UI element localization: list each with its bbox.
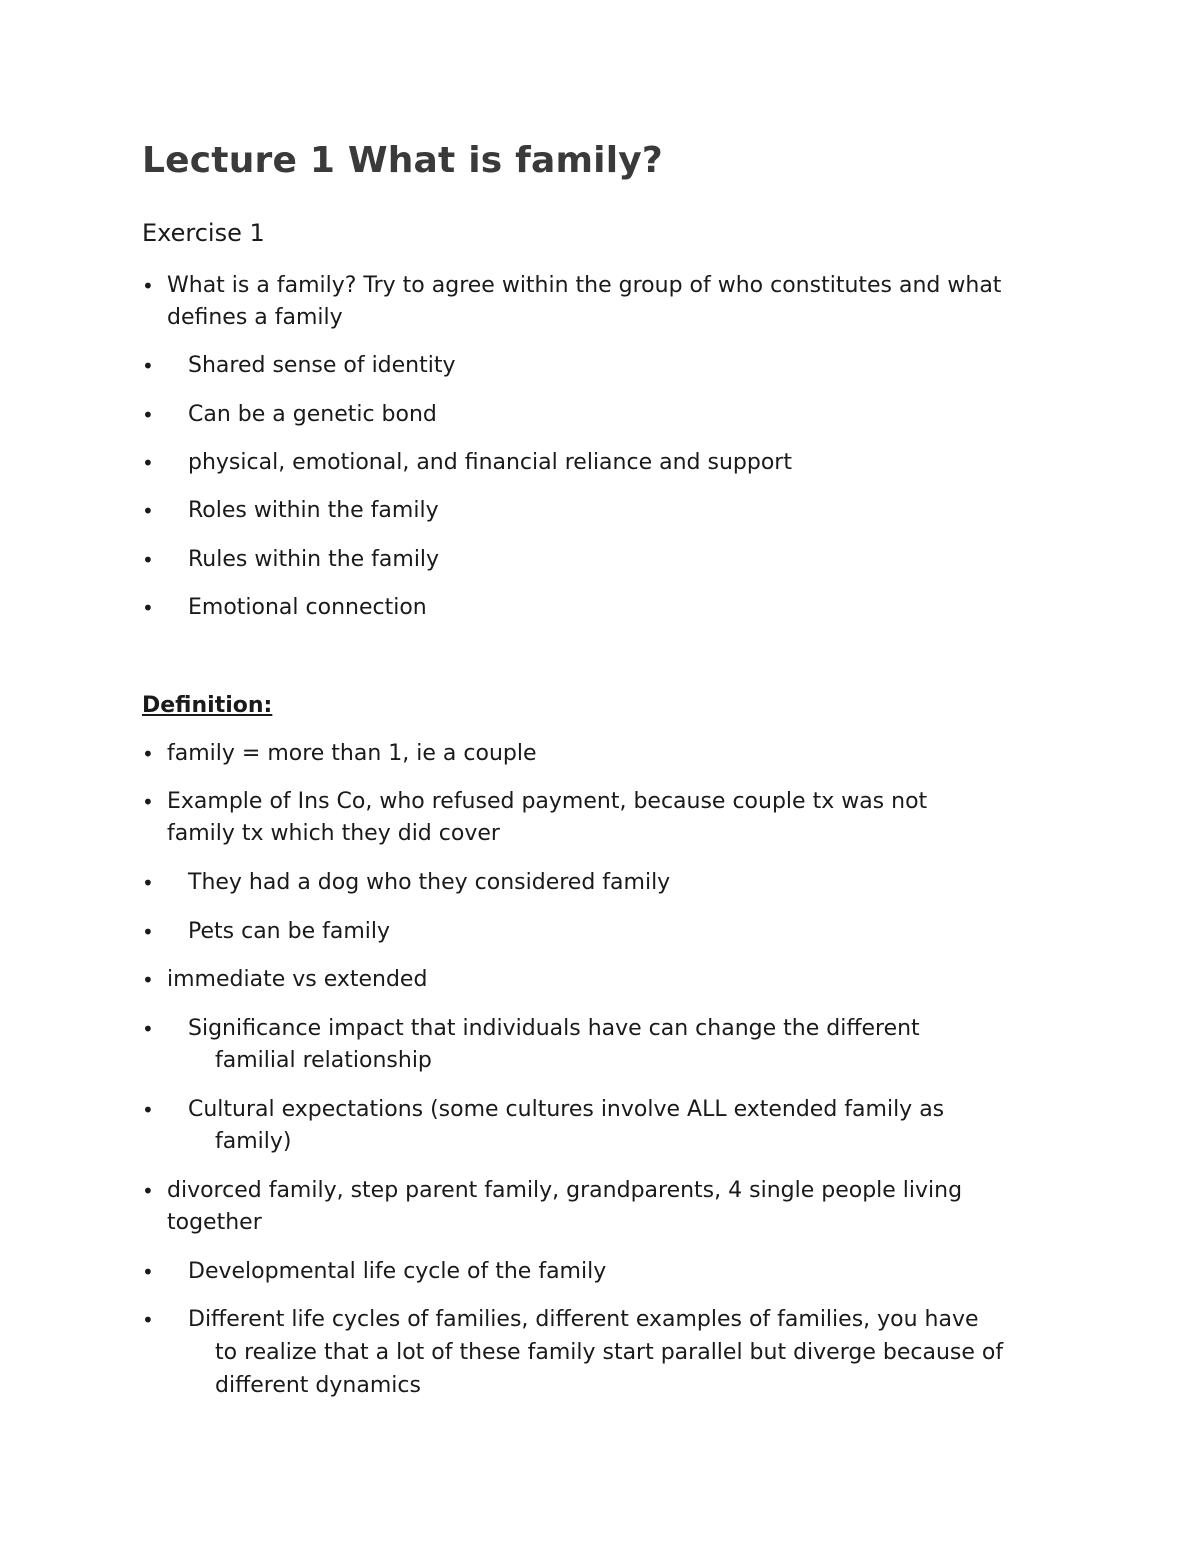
bullet-icon: • [142, 742, 154, 766]
bullet-icon: • [142, 274, 154, 298]
definition-heading: Definition: [142, 693, 273, 718]
bullet-icon: • [142, 499, 154, 523]
bullet-icon: • [142, 920, 154, 944]
list-item-text: divorced family, step parent family, grandparents, 4 single people living [167, 1178, 963, 1203]
list-item-text: Roles within the family [188, 498, 439, 523]
bullet-icon: • [142, 548, 154, 572]
bullet-icon: • [142, 596, 154, 620]
bullet-icon: • [142, 451, 154, 475]
list-item-text: family) [215, 1129, 292, 1154]
list-item-text: Different life cycles of families, different examples of families, you have [188, 1307, 979, 1332]
bullet-icon: • [142, 1179, 154, 1203]
list-item-text: to realize that a lot of these family start parallel but diverge because of [215, 1340, 1004, 1365]
page-title: Lecture 1 What is family? [142, 140, 663, 181]
bullet-icon: • [142, 871, 154, 895]
list-item-text: What is a family? Try to agree within the group of who constitutes and what [167, 273, 1002, 298]
bullet-icon: • [142, 1308, 154, 1332]
bullet-icon: • [142, 354, 154, 378]
list-item-text: family = more than 1, ie a couple [167, 741, 537, 766]
list-item-text: physical, emotional, and financial reliance and support [188, 450, 792, 475]
bullet-icon: • [142, 790, 154, 814]
list-item-text: They had a dog who they considered family [188, 870, 671, 895]
list-item-text: Shared sense of identity [188, 353, 456, 378]
exercise-heading: Exercise 1 [142, 219, 265, 247]
list-item-text: Can be a genetic bond [188, 402, 437, 427]
bullet-icon: • [142, 1260, 154, 1284]
list-item-text: Example of Ins Co, who refused payment, because couple tx was not [167, 789, 928, 814]
list-item-text: Significance impact that individuals have can change the different [188, 1016, 920, 1041]
bullet-icon: • [142, 403, 154, 427]
list-item-text: together [167, 1210, 262, 1235]
list-item-text: immediate vs extended [167, 967, 428, 992]
list-item-text: family tx which they did cover [167, 821, 500, 846]
bullet-icon: • [142, 1017, 154, 1041]
bullet-icon: • [142, 1098, 154, 1122]
list-item-text: Developmental life cycle of the family [188, 1259, 607, 1284]
list-item-text: different dynamics [215, 1373, 421, 1398]
list-item-text: Pets can be family [188, 919, 391, 944]
list-item-text: familial relationship [215, 1048, 432, 1073]
list-item-text: Rules within the family [188, 547, 440, 572]
list-item-text: defines a family [167, 305, 343, 330]
list-item-text: Cultural expectations (some cultures involve ALL extended family as [188, 1097, 945, 1122]
bullet-icon: • [142, 968, 154, 992]
list-item-text: Emotional connection [188, 595, 427, 620]
